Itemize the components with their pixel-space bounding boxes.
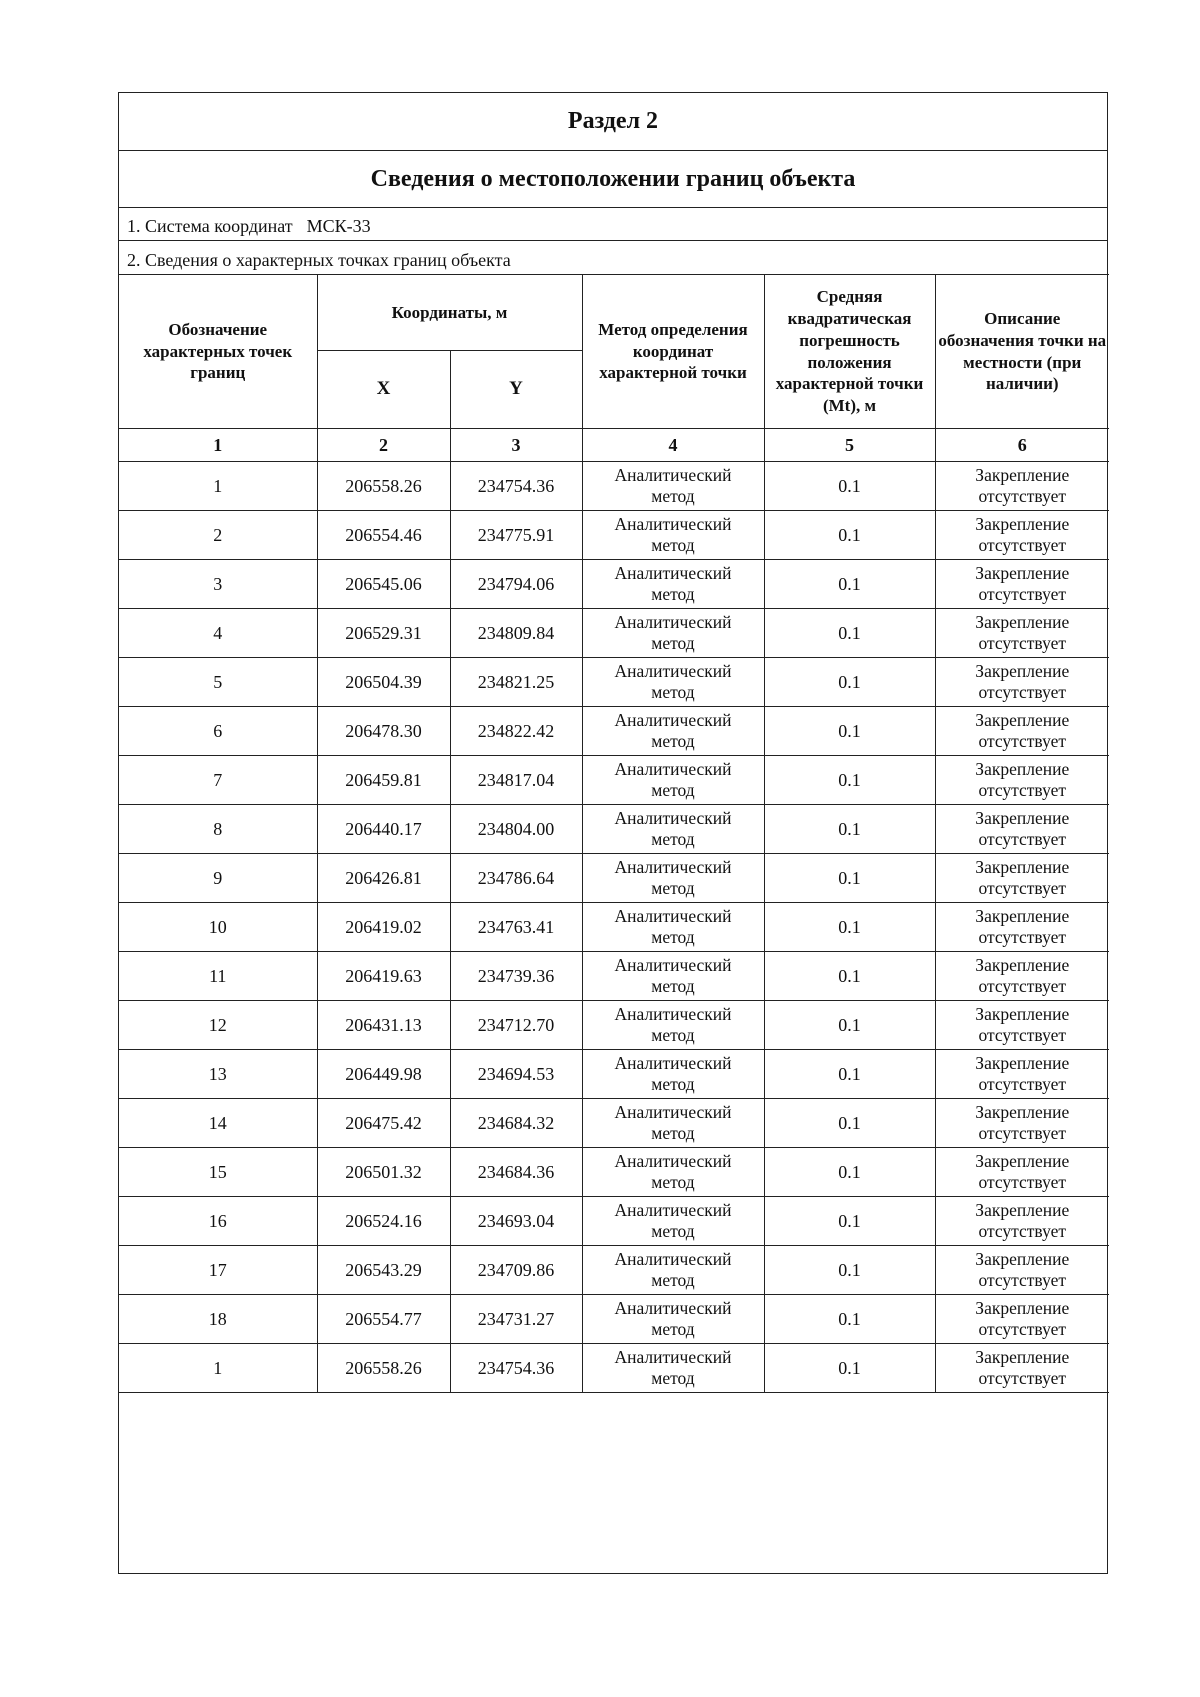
method-cell: [582, 1197, 764, 1246]
header-description: Описание обозначения точки на местности (при наличии): [935, 275, 1109, 429]
error-cell: 0.1: [764, 952, 935, 1001]
method-line: Аналитический: [614, 514, 732, 534]
method-line: метод: [651, 1025, 695, 1045]
description-line: Закрепление: [975, 563, 1070, 583]
error-cell: 0.1: [764, 1344, 935, 1393]
column-number: 4: [582, 429, 764, 462]
column-number: 6: [935, 429, 1109, 462]
description-line: Закрепление: [975, 1102, 1070, 1122]
table-row: [119, 854, 1109, 903]
description-line: Закрепление: [975, 710, 1070, 730]
description-cell: [935, 1099, 1109, 1148]
method-cell: [582, 952, 764, 1001]
method-line: Аналитический: [614, 1347, 732, 1367]
description-line: Закрепление: [975, 759, 1070, 779]
description-line: Закрепление: [975, 1347, 1070, 1367]
description-line: отсутствует: [978, 829, 1067, 849]
description-cell: [935, 658, 1109, 707]
description-cell: [935, 1148, 1109, 1197]
method-cell: [582, 805, 764, 854]
method-line: метод: [651, 927, 695, 947]
x-coordinate-cell: 206558.26: [317, 462, 450, 511]
description-cell: [935, 462, 1109, 511]
method-cell: [582, 511, 764, 560]
description-line: Закрепление: [975, 808, 1070, 828]
method-line: метод: [651, 682, 695, 702]
description-line: отсутствует: [978, 1172, 1067, 1192]
y-coordinate-cell: 234712.70: [450, 1001, 582, 1050]
x-coordinate-cell: 206529.31: [317, 609, 450, 658]
description-cell: [935, 1344, 1109, 1393]
y-coordinate-cell: 234709.86: [450, 1246, 582, 1295]
table-row: [119, 462, 1109, 511]
point-id-cell: 12: [119, 1001, 317, 1050]
description-line: отсутствует: [978, 1025, 1067, 1045]
description-cell: [935, 756, 1109, 805]
table-row: [119, 1197, 1109, 1246]
method-cell: [582, 1001, 764, 1050]
method-line: Аналитический: [614, 1004, 732, 1024]
y-coordinate-cell: 234693.04: [450, 1197, 582, 1246]
method-line: Аналитический: [614, 661, 732, 681]
method-cell: [582, 756, 764, 805]
description-line: Закрепление: [975, 514, 1070, 534]
table-row: [119, 1099, 1109, 1148]
description-line: отсутствует: [978, 1368, 1067, 1388]
header-x: X: [317, 351, 450, 429]
header-coordinates: Координаты, м: [317, 275, 582, 351]
method-line: метод: [651, 486, 695, 506]
method-line: метод: [651, 535, 695, 555]
method-line: Аналитический: [614, 1200, 732, 1220]
description-line: Закрепление: [975, 1004, 1070, 1024]
point-id-cell: 7: [119, 756, 317, 805]
column-number: 2: [317, 429, 450, 462]
point-id-cell: 3: [119, 560, 317, 609]
description-line: Закрепление: [975, 1200, 1070, 1220]
method-line: метод: [651, 1319, 695, 1339]
y-coordinate-cell: 234817.04: [450, 756, 582, 805]
column-number: 1: [119, 429, 317, 462]
x-coordinate-cell: 206543.29: [317, 1246, 450, 1295]
x-coordinate-cell: 206475.42: [317, 1099, 450, 1148]
x-coordinate-cell: 206558.26: [317, 1344, 450, 1393]
method-cell: [582, 1148, 764, 1197]
x-coordinate-cell: 206524.16: [317, 1197, 450, 1246]
method-cell: [582, 854, 764, 903]
table-row: [119, 609, 1109, 658]
table-row: [119, 707, 1109, 756]
y-coordinate-cell: 234694.53: [450, 1050, 582, 1099]
y-coordinate-cell: 234763.41: [450, 903, 582, 952]
points-table: [119, 274, 1109, 1393]
error-cell: 0.1: [764, 1001, 935, 1050]
y-coordinate-cell: 234684.32: [450, 1099, 582, 1148]
method-line: Аналитический: [614, 1151, 732, 1171]
error-cell: 0.1: [764, 609, 935, 658]
method-line: метод: [651, 780, 695, 800]
description-line: Закрепление: [975, 955, 1070, 975]
error-cell: 0.1: [764, 1099, 935, 1148]
method-line: Аналитический: [614, 710, 732, 730]
method-line: метод: [651, 1123, 695, 1143]
description-cell: [935, 609, 1109, 658]
point-id-cell: 14: [119, 1099, 317, 1148]
point-id-cell: 1: [119, 1344, 317, 1393]
x-coordinate-cell: 206419.63: [317, 952, 450, 1001]
point-id-cell: 18: [119, 1295, 317, 1344]
error-cell: 0.1: [764, 756, 935, 805]
point-id-cell: 8: [119, 805, 317, 854]
table-row: [119, 903, 1109, 952]
description-line: Закрепление: [975, 612, 1070, 632]
method-line: метод: [651, 1074, 695, 1094]
header-point: Обозначение характерных точек границ: [119, 275, 317, 429]
x-coordinate-cell: 206431.13: [317, 1001, 450, 1050]
table-row: [119, 1148, 1109, 1197]
error-cell: 0.1: [764, 462, 935, 511]
table-row: [119, 1050, 1109, 1099]
method-cell: [582, 1344, 764, 1393]
column-number-row: [119, 429, 1109, 462]
description-cell: [935, 805, 1109, 854]
description-cell: [935, 854, 1109, 903]
method-cell: [582, 1246, 764, 1295]
table-row: [119, 658, 1109, 707]
method-cell: [582, 560, 764, 609]
table-row: [119, 1246, 1109, 1295]
table-row: [119, 1295, 1109, 1344]
description-line: отсутствует: [978, 584, 1067, 604]
method-line: метод: [651, 1172, 695, 1192]
description-line: отсутствует: [978, 1123, 1067, 1143]
error-cell: 0.1: [764, 658, 935, 707]
error-cell: 0.1: [764, 560, 935, 609]
y-coordinate-cell: 234739.36: [450, 952, 582, 1001]
description-line: Закрепление: [975, 1249, 1070, 1269]
y-coordinate-cell: 234821.25: [450, 658, 582, 707]
method-line: Аналитический: [614, 465, 732, 485]
points-heading: 2. Сведения о характерных точках границ объекта: [127, 250, 511, 270]
point-id-cell: 11: [119, 952, 317, 1001]
method-line: метод: [651, 1368, 695, 1388]
method-line: метод: [651, 584, 695, 604]
method-line: Аналитический: [614, 759, 732, 779]
description-line: отсутствует: [978, 1074, 1067, 1094]
description-line: Закрепление: [975, 465, 1070, 485]
y-coordinate-cell: 234794.06: [450, 560, 582, 609]
method-cell: [582, 1050, 764, 1099]
description-line: Закрепление: [975, 1151, 1070, 1171]
method-cell: [582, 707, 764, 756]
method-line: метод: [651, 633, 695, 653]
points-body: [119, 462, 1109, 1393]
error-cell: 0.1: [764, 1050, 935, 1099]
x-coordinate-cell: 206426.81: [317, 854, 450, 903]
method-line: Аналитический: [614, 857, 732, 877]
point-id-cell: 2: [119, 511, 317, 560]
description-cell: [935, 952, 1109, 1001]
method-line: Аналитический: [614, 1102, 732, 1122]
description-line: отсутствует: [978, 927, 1067, 947]
description-cell: [935, 511, 1109, 560]
point-id-cell: 6: [119, 707, 317, 756]
x-coordinate-cell: 206478.30: [317, 707, 450, 756]
point-id-cell: 1: [119, 462, 317, 511]
description-line: Закрепление: [975, 661, 1070, 681]
x-coordinate-cell: 206501.32: [317, 1148, 450, 1197]
method-line: метод: [651, 1221, 695, 1241]
method-line: Аналитический: [614, 563, 732, 583]
column-number: 3: [450, 429, 582, 462]
column-number: 5: [764, 429, 935, 462]
error-cell: 0.1: [764, 805, 935, 854]
description-cell: [935, 707, 1109, 756]
description-cell: [935, 1001, 1109, 1050]
description-line: отсутствует: [978, 731, 1067, 751]
y-coordinate-cell: 234809.84: [450, 609, 582, 658]
description-line: Закрепление: [975, 906, 1070, 926]
x-coordinate-cell: 206449.98: [317, 1050, 450, 1099]
error-cell: 0.1: [764, 707, 935, 756]
description-cell: [935, 1246, 1109, 1295]
point-id-cell: 4: [119, 609, 317, 658]
point-id-cell: 5: [119, 658, 317, 707]
y-coordinate-cell: 234754.36: [450, 1344, 582, 1393]
y-coordinate-cell: 234775.91: [450, 511, 582, 560]
point-id-cell: 15: [119, 1148, 317, 1197]
description-line: отсутствует: [978, 682, 1067, 702]
method-cell: [582, 903, 764, 952]
point-id-cell: 10: [119, 903, 317, 952]
y-coordinate-cell: 234804.00: [450, 805, 582, 854]
x-coordinate-cell: 206419.02: [317, 903, 450, 952]
description-line: отсутствует: [978, 878, 1067, 898]
table-row: [119, 805, 1109, 854]
description-line: отсутствует: [978, 1270, 1067, 1290]
x-coordinate-cell: 206504.39: [317, 658, 450, 707]
error-cell: 0.1: [764, 854, 935, 903]
method-line: метод: [651, 878, 695, 898]
description-cell: [935, 1197, 1109, 1246]
description-line: отсутствует: [978, 976, 1067, 996]
document-frame: [118, 92, 1108, 1574]
method-line: Аналитический: [614, 1298, 732, 1318]
point-id-cell: 9: [119, 854, 317, 903]
coordinate-system-value: МСК-33: [306, 216, 371, 236]
method-cell: [582, 609, 764, 658]
x-coordinate-cell: 206554.46: [317, 511, 450, 560]
table-row: [119, 1344, 1109, 1393]
point-id-cell: 13: [119, 1050, 317, 1099]
method-line: Аналитический: [614, 955, 732, 975]
x-coordinate-cell: 206459.81: [317, 756, 450, 805]
table-row: [119, 756, 1109, 805]
header-method: Метод определения координат характерной точки: [582, 275, 764, 429]
description-line: отсутствует: [978, 780, 1067, 800]
header-y: Y: [450, 351, 582, 429]
table-row: [119, 560, 1109, 609]
description-line: отсутствует: [978, 633, 1067, 653]
point-id-cell: 17: [119, 1246, 317, 1295]
error-cell: 0.1: [764, 511, 935, 560]
header-error: Средняя квадратическая погрешность положения характерной точки (Mt), м: [764, 275, 935, 429]
error-cell: 0.1: [764, 1295, 935, 1344]
method-line: Аналитический: [614, 1053, 732, 1073]
error-cell: 0.1: [764, 1246, 935, 1295]
description-cell: [935, 1295, 1109, 1344]
y-coordinate-cell: 234822.42: [450, 707, 582, 756]
point-id-cell: 16: [119, 1197, 317, 1246]
description-line: Закрепление: [975, 857, 1070, 877]
description-line: Закрепление: [975, 1053, 1070, 1073]
y-coordinate-cell: 234754.36: [450, 462, 582, 511]
error-cell: 0.1: [764, 1197, 935, 1246]
description-line: отсутствует: [978, 1319, 1067, 1339]
y-coordinate-cell: 234684.36: [450, 1148, 582, 1197]
method-line: метод: [651, 731, 695, 751]
description-line: отсутствует: [978, 486, 1067, 506]
method-line: метод: [651, 976, 695, 996]
y-coordinate-cell: 234786.64: [450, 854, 582, 903]
description-line: Закрепление: [975, 1298, 1070, 1318]
method-cell: [582, 462, 764, 511]
method-line: метод: [651, 829, 695, 849]
method-cell: [582, 1295, 764, 1344]
description-cell: [935, 560, 1109, 609]
method-cell: [582, 658, 764, 707]
coordinate-system-label: 1. Система координат: [127, 216, 293, 236]
section-title: Раздел 2: [119, 93, 1107, 151]
description-line: отсутствует: [978, 1221, 1067, 1241]
section-subtitle: Сведения о местоположении границ объекта: [119, 151, 1107, 208]
x-coordinate-cell: 206440.17: [317, 805, 450, 854]
error-cell: 0.1: [764, 1148, 935, 1197]
method-line: Аналитический: [614, 612, 732, 632]
error-cell: 0.1: [764, 903, 935, 952]
table-row: [119, 1001, 1109, 1050]
description-cell: [935, 1050, 1109, 1099]
y-coordinate-cell: 234731.27: [450, 1295, 582, 1344]
method-line: метод: [651, 1270, 695, 1290]
method-line: Аналитический: [614, 906, 732, 926]
x-coordinate-cell: 206545.06: [317, 560, 450, 609]
table-row: [119, 952, 1109, 1001]
coordinate-system-line: [119, 208, 1107, 241]
method-line: Аналитический: [614, 808, 732, 828]
x-coordinate-cell: 206554.77: [317, 1295, 450, 1344]
table-row: [119, 511, 1109, 560]
description-cell: [935, 903, 1109, 952]
description-line: отсутствует: [978, 535, 1067, 555]
method-line: Аналитический: [614, 1249, 732, 1269]
method-cell: [582, 1099, 764, 1148]
